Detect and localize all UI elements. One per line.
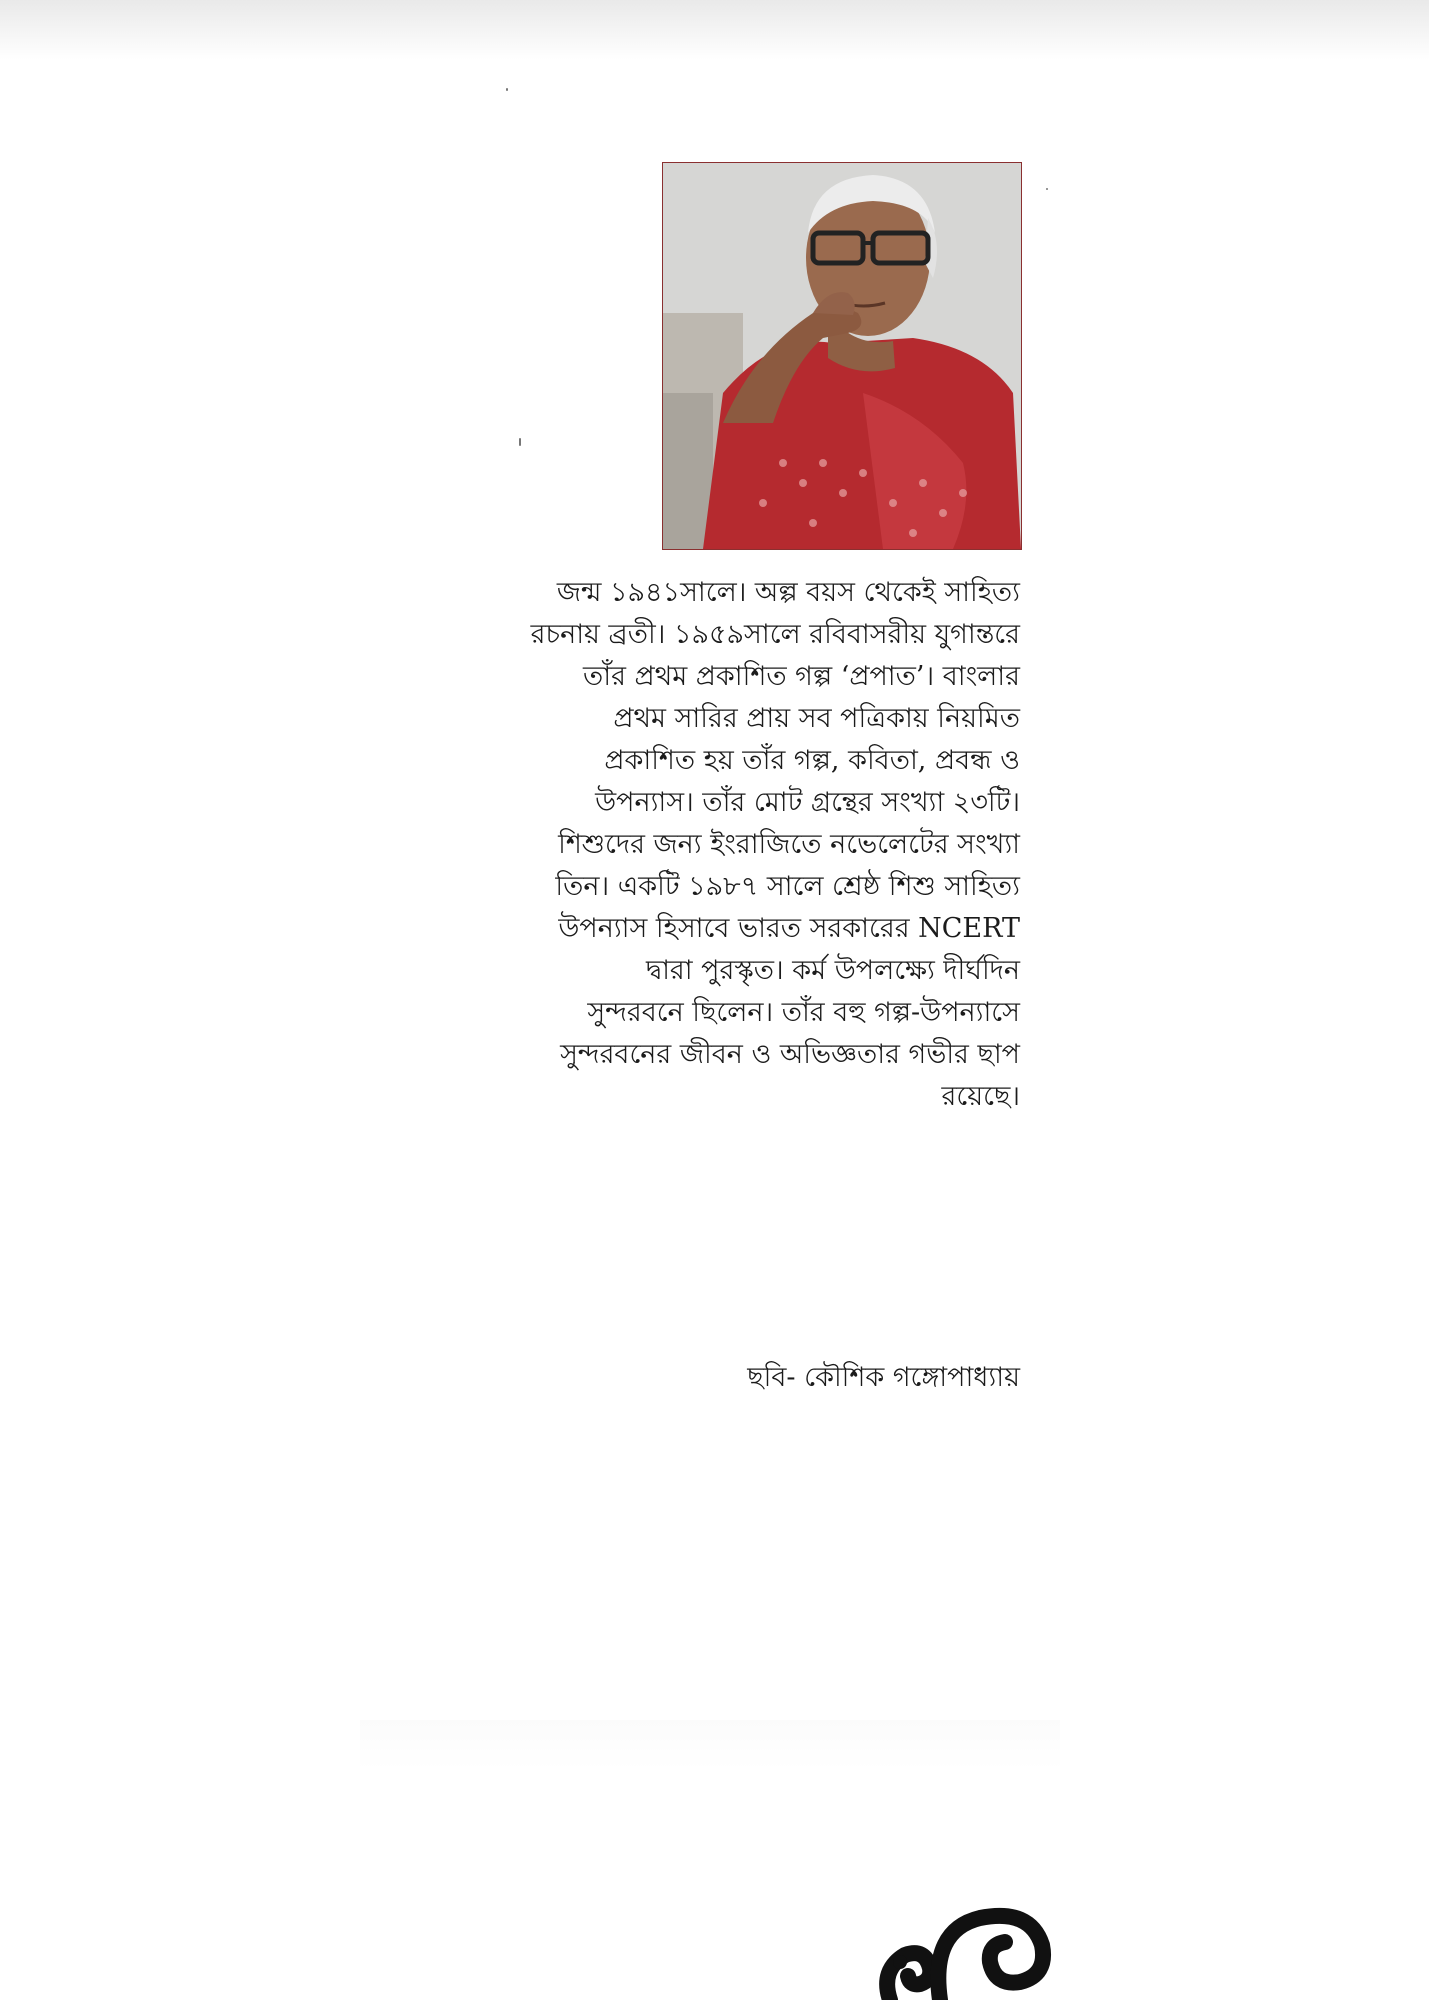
bio-line: দ্বারা পুরস্কৃত। কর্ম উপলক্ষ্যে দীর্ঘদিন <box>646 955 1020 986</box>
scan-speck <box>506 88 508 91</box>
bio-line: সুন্দরবনে ছিলেন। তাঁর বহু গল্প-উপন্যাসে <box>587 997 1020 1028</box>
bio-line: উপন্যাস হিসাবে ভারত সরকারের NCERT <box>558 913 1020 944</box>
scan-speck <box>1046 188 1048 190</box>
top-scan-shade <box>0 0 1429 60</box>
bio-line: শিশুদের জন্য ইংরাজিতে নভেলেটের সংখ্যা <box>558 829 1020 860</box>
bio-line: রচনায় ব্রতী। ১৯৫৯সালে রবিবাসরীয় যুগান্তরে <box>530 619 1020 650</box>
bio-line: তিন। একটি ১৯৮৭ সালে শ্রেষ্ঠ শিশু সাহিত্য <box>555 871 1020 902</box>
bottom-scan-shade <box>360 1720 1060 1770</box>
bio-line: তাঁর প্রথম প্রকাশিত গল্প ‘প্রপাত’। বাংলার <box>583 661 1020 692</box>
author-portrait <box>662 162 1022 550</box>
bio-line: সুন্দরবনের জীবন ও অভিজ্ঞতার গভীর ছাপ <box>560 1039 1020 1070</box>
scan-speck <box>519 438 521 446</box>
author-portrait-illustration <box>663 163 1021 549</box>
publisher-logo-icon <box>870 1900 1060 2000</box>
bio-line: প্রথম সারির প্রায় সব পত্রিকায় নিয়মিত <box>613 703 1020 734</box>
author-bio <box>430 572 1020 1118</box>
bio-line: উপন্যাস। তাঁর মোট গ্রন্থের সংখ্যা ২৩টি। <box>595 787 1020 818</box>
bio-line: রয়েছে। <box>941 1081 1020 1112</box>
photo-credit: ছবি- কৌশিক গঙ্গোপাধ্যায় <box>747 1362 1020 1393</box>
bio-line: প্রকাশিত হয় তাঁর গল্প, কবিতা, প্রবন্ধ ও <box>604 745 1020 776</box>
bio-line: জন্ম ১৯৪১সালে। অল্প বয়স থেকেই সাহিত্য <box>556 577 1020 608</box>
